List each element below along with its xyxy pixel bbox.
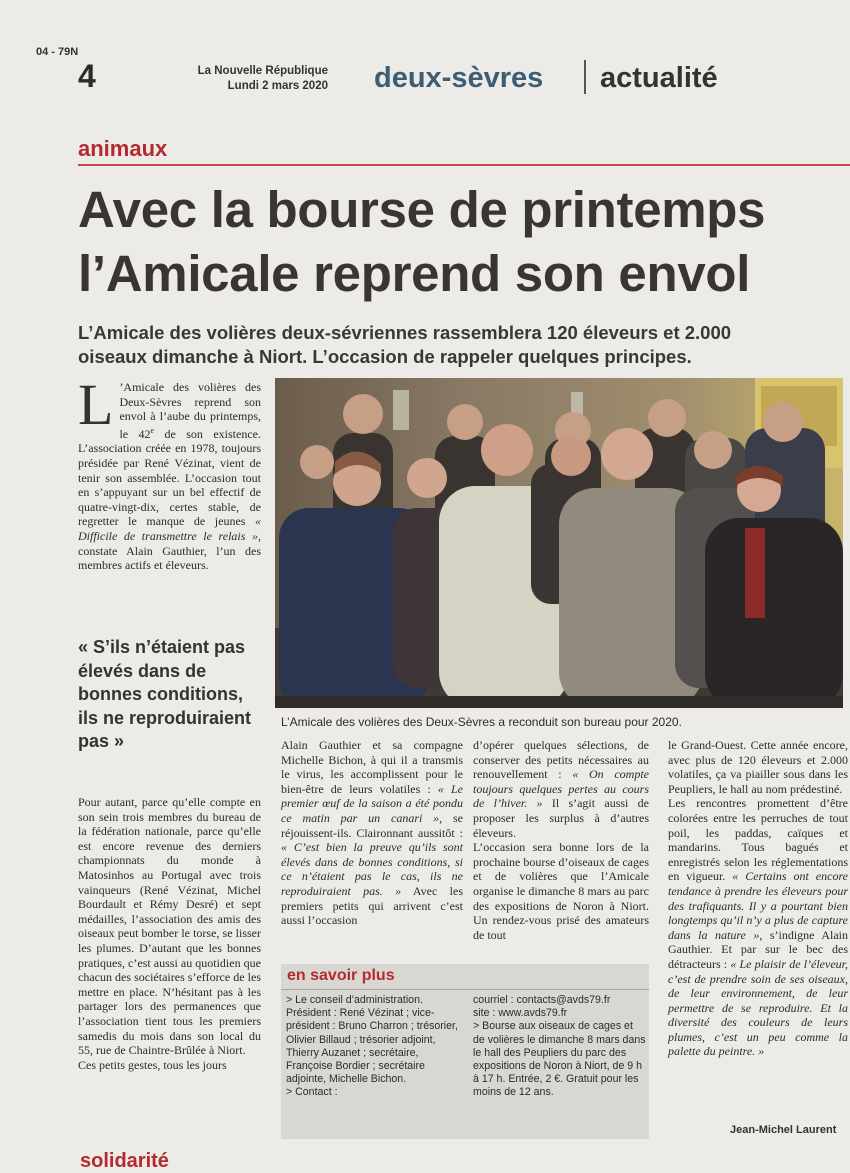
col3-paragraph-2: L’occasion sera bonne lors de la prochaine bourse d’oiseaux de cages et de volières que l’Amicale organise le dimanche 8 mars au parc des expositions de Noron à Niort. Un rendez-vous prisé des amateurs de tout: [473, 840, 649, 942]
col4-quote-1: « Certains ont encore tendance à prendre les éleveurs pour des trafiquants. Il y a pourtant bien longtemps qu’il n’y a plus de capture dans la nature »: [668, 869, 849, 942]
pull-quote: « S’ils n’étaient pas élevés dans de bonnes conditions, ils ne reproduiraient pas »: [78, 637, 252, 751]
article-column-4: [668, 738, 848, 1059]
photo-caption: L’Amicale des volières des Deux-Sèvres a reconduit son bureau pour 2020.: [281, 715, 682, 729]
next-article-rubric: solidarité: [80, 1150, 169, 1172]
drop-cap: L: [78, 372, 114, 437]
info-event: > Bourse aux oiseaux de cages et de volières le dimanche 8 mars dans le hall des Peupliers du parc des expositions de Noron à Niort, de 9 h à 17 h. Entrée, 2 €. Gratuit pour les moins de 12 ans.: [473, 1020, 646, 1099]
info-board: > Le conseil d’administration. Président : René Vézinat ; vice-président : Bruno Charron ; trésorier, Olivier Billaud ; trésorier adjoint, Thierry Auzanet ; secrétaire, Françoise Bordier ; secrétaire adjointe, Michelle Bichon.: [286, 994, 458, 1086]
col2-quote-1: « Le premier œuf de la saison a été pondu ce matin par un canari »: [281, 781, 463, 825]
intro-quote: « Difficile de transmettre le relais »: [78, 514, 261, 543]
headline-line-2: l’Amicale reprend son envol: [78, 245, 751, 302]
col2-text-3: Avec les premiers petits qui arrivent c’est aussi l’occasion: [281, 883, 463, 928]
col3-text-1: d’opérer quelques sélections, de conserver des petits nécessaires au renouvellement :: [473, 738, 649, 782]
intro-sup: e: [150, 425, 155, 435]
col2-text-2: , se réjouissent-ils. Claironnant aussitôt :: [281, 810, 463, 840]
intro-text-3: , constate Alain Gauthier, l’un des membres actifs et éleveurs.: [78, 528, 261, 573]
info-contact-label: > Contact :: [286, 1086, 338, 1099]
publication-date: Lundi 2 mars 2020: [227, 80, 328, 92]
info-box-right: [473, 994, 647, 1100]
group-photo-illustration: [275, 378, 843, 708]
intro-text-1: ’Amicale des volières des Deux-Sèvres reprend son envol à l’aube du printemps, le 42: [119, 380, 261, 441]
col1-end: Ces petits gestes, tous les jours: [78, 1057, 227, 1072]
info-email: courriel : contacts@avds79.fr: [473, 994, 611, 1006]
article-column-3: [473, 738, 649, 942]
group-photo: [275, 378, 843, 708]
publication-name: La Nouvelle République: [197, 65, 328, 77]
info-website: site : www.avds79.fr: [473, 1007, 568, 1020]
page-number: 4: [78, 58, 96, 94]
intro-text-2: de son existence. L’association créée en 1978, toujours présidée par René Vézinat, vient de tenir son assemblée. L’occasion tout en s’appuyant sur un bel effectif de quatre-vingt-dix, certes stable, de regretter le manque de jeunes: [78, 426, 261, 529]
section-type: actualité: [600, 62, 718, 94]
col4-paragraph-1: le Grand-Ouest. Cette année encore, avec plus de 120 éleveurs et 2.000 volatiles, ça va piailler sous dans les Peupliers, le hall au nom prédestiné.: [668, 738, 848, 796]
col3-text-2: Il s’agit aussi de proposer les surplus à d’autres éleveurs.: [473, 796, 649, 840]
col4-quote-2: « Le plaisir de l’éleveur, c’est de prendre soin de ses oiseaux, de leur environnement, de leur permettre de se reproduire. Et la diversité des couleurs de leurs plumes, c’est un peu comme la palette du peintre. »: [668, 956, 849, 1059]
page-code: 04 - 79N: [36, 46, 79, 58]
col4-text-1: , s’indigne Alain Gauthier. Et par sur le bec des détracteurs :: [668, 927, 848, 971]
info-box-left: [286, 994, 458, 1100]
subhead-line-1: L’Amicale des volières deux-sévriennes rassemblera 120 éleveurs et 2.000: [78, 322, 732, 343]
subhead-line-2: oiseaux dimanche à Niort. L’occasion de rappeler quelques principes.: [78, 346, 692, 367]
section-name: deux-sèvres: [374, 62, 544, 94]
col2-quote-2: « C’est bien la preuve qu’ils sont élevés dans de bonnes conditions, si ce n’étaient pas le cas, ils ne reproduiraient pas. »: [281, 840, 463, 898]
article-rubric: animaux: [78, 136, 168, 161]
article-intro: [78, 372, 261, 573]
col4-paragraph-2: Les rencontres promettent d’être colorées entre les perruches de tout poil, les paddas, caïques et mandarins. Tous bagués et enregistrés selon les réglementations en vigueur.: [668, 796, 848, 884]
info-box-title: en savoir plus: [287, 967, 395, 984]
article-author: Jean-Michel Laurent: [730, 1124, 837, 1136]
col1-paragraph: Pour autant, parce qu’elle compte en son sein trois membres du bureau de la fédération nationale, parce qu’elle est encore revenue des derniers championnats du monde à Matosinhos au Portugal avec trois vainqueurs (René Vézinat, Michel Bourdault et Rémy Desré) et sept médailles, l’association des amis des oiseaux peut bomber le torse, se lisser les plumes. D’autant que les bonnes pratiques, c’est aussi au quotidien que chacun des sociétaires s’efforce de les mettre en place. N’hésitant pas à les partager lors des permanences que l’association tient tous les premiers samedis du mois dans son local du 55, rue de Chaintre-Brûlée à Niort.: [78, 795, 261, 1058]
col3-quote-1: « On compte toujours quelques pertes au cours de l’hiver. »: [473, 767, 649, 811]
article-column-2: [281, 738, 463, 928]
header-divider: [584, 60, 586, 94]
article-column-1: [78, 795, 261, 1072]
info-box-rule: [281, 989, 649, 990]
publication-info: [188, 64, 328, 94]
headline-line-1: Avec la bourse de printemps: [78, 181, 766, 238]
rubric-rule: [78, 164, 850, 166]
col2-text-1: Alain Gauthier et sa compagne Michelle Bichon, à qui il a transmis le virus, les accomplissent pour le bien-être de leurs volatiles :: [281, 738, 463, 796]
